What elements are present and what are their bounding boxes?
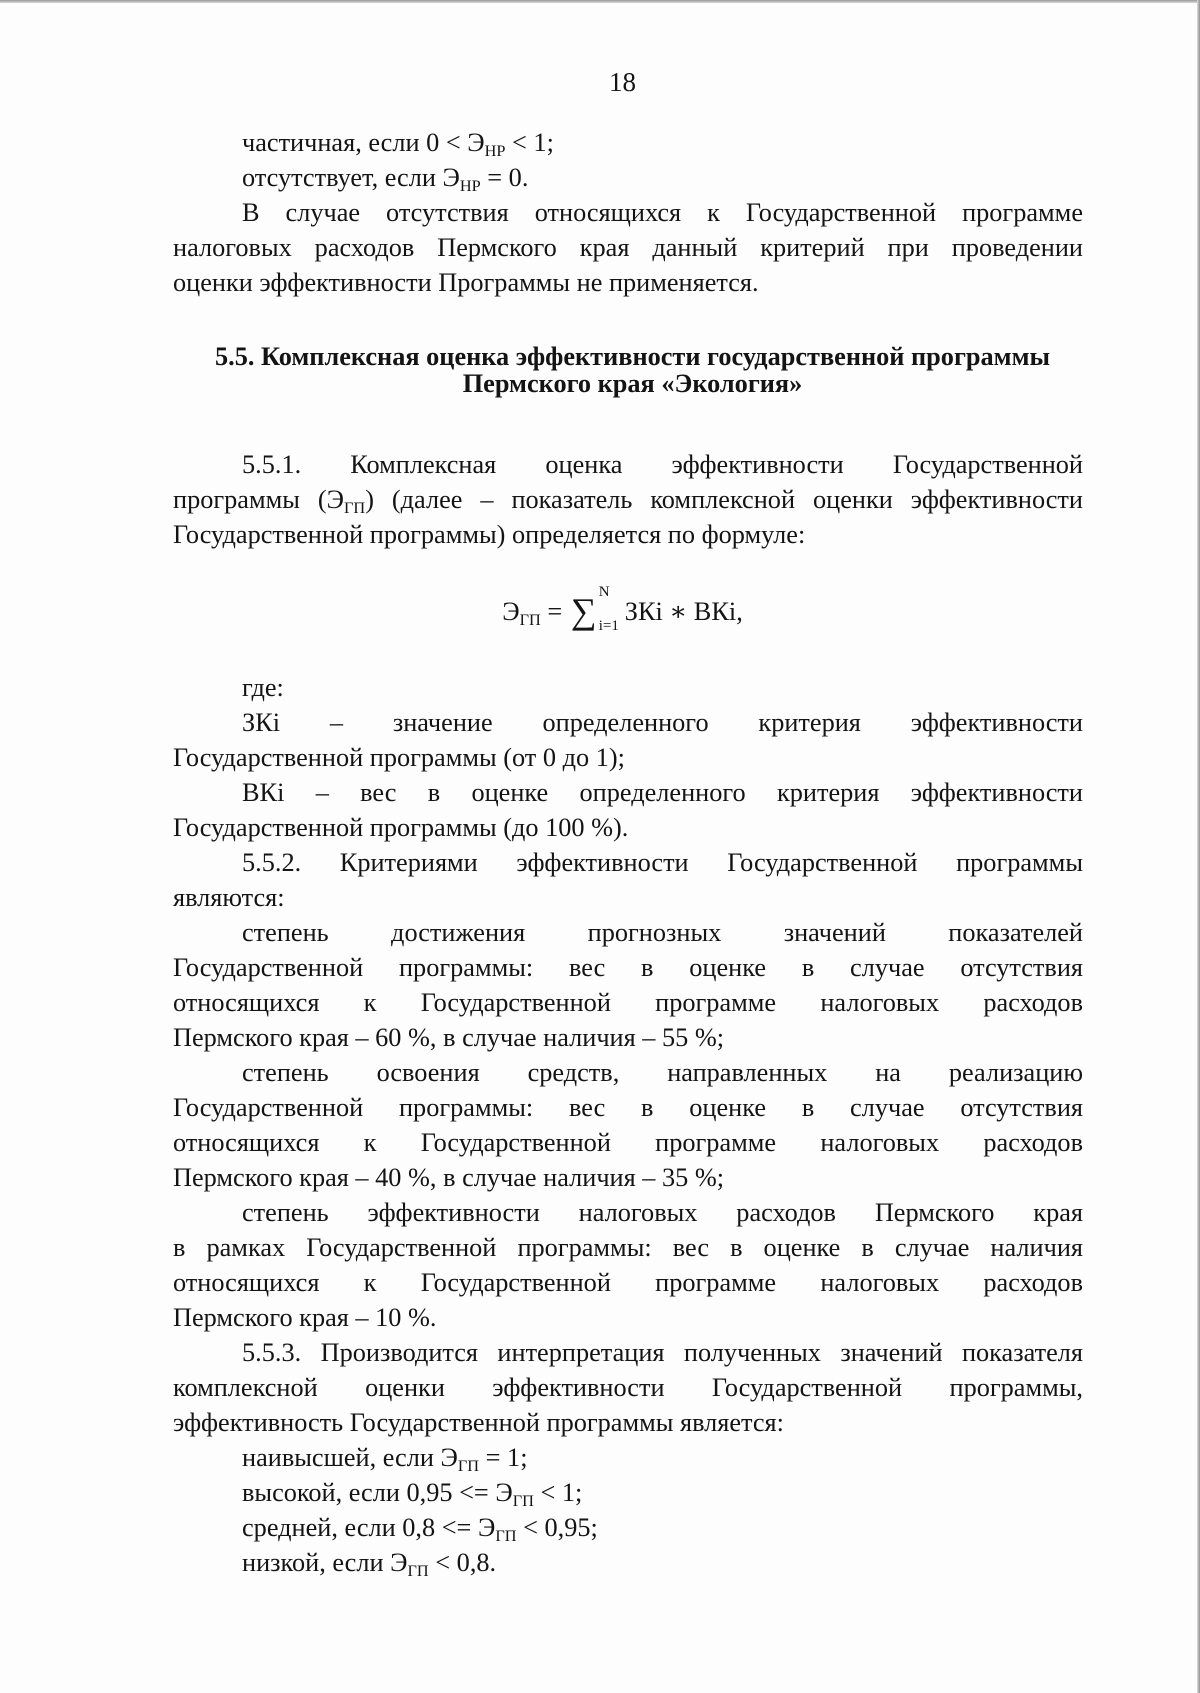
- paragraph-line: где:: [242, 673, 284, 702]
- paragraph-line: относящихся к Государственной программе налоговых расходов: [173, 1128, 1083, 1157]
- paragraph-line: Государственной программы: вес в оценке в случае отсутствия: [173, 953, 1083, 982]
- paragraph-line: Государственной программы: вес в оценке в случае отсутствия: [173, 1093, 1083, 1122]
- paragraph-line: 5.5.3. Производится интерпретация полученных значений показателя: [242, 1338, 1083, 1367]
- summation-upper-limit: N: [598, 584, 610, 600]
- list-item: наивысшей, если $Э_{ГП} = 1$;: [242, 1443, 528, 1475]
- paragraph-line: Государственной программы) определяется по формуле:: [173, 520, 806, 549]
- paragraph-line: ЗКi – значение определенного критерия эффективности: [242, 708, 1083, 737]
- paragraph-line: являются:: [173, 883, 285, 912]
- efficiency-formula: $Э_{ГП}$ = ∑ N i=1 ЗКi ∗ ВКi,: [0, 587, 1200, 637]
- section-heading-line-1: 5.5. Комплексная оценка эффективности государственной программы: [214, 342, 1051, 371]
- paragraph-line: степень достижения прогнозных значений показателей: [242, 918, 1083, 947]
- paragraph-line: программы $(Э_{ГП})$ (далее – показатель комплексной оценки эффективности: [173, 485, 1083, 517]
- paragraph-line: Государственной программы (от 0 до 1);: [173, 743, 625, 772]
- definition-block: [173, 447, 1083, 552]
- paragraph-line: Пермского края – 10 %.: [173, 1303, 437, 1332]
- formula-rhs: ЗКi ∗ ВКi,: [624, 597, 743, 626]
- list-item: низкой, если $Э_{ГП} < 0,8$.: [242, 1548, 497, 1580]
- paragraph-line: относящихся к Государственной программе налоговых расходов: [173, 988, 1083, 1017]
- scan-top-edge: [0, 0, 1200, 3]
- paragraph-line: Пермского края – 60 %, в случае наличия – 55 %;: [173, 1023, 725, 1052]
- paragraph-line: В случае отсутствия относящихся к Государственной программе: [242, 198, 1083, 227]
- paragraph-line: 5.5.2. Критериями эффективности Государственной программы: [242, 848, 1083, 877]
- page-number: 18: [609, 67, 636, 97]
- criteria-block: [173, 670, 1083, 1580]
- paragraph-line: оценки эффективности Программы не применяется.: [173, 268, 759, 297]
- paragraph-line: относящихся к Государственной программе налоговых расходов: [173, 1268, 1083, 1297]
- summation-sign: ∑ N i=1: [569, 587, 599, 637]
- paragraph-line: в рамках Государственной программы: вес в оценке в случае наличия: [173, 1233, 1083, 1262]
- paragraph-line: степень эффективности налоговых расходов Пермского края: [242, 1198, 1083, 1227]
- paragraph-line: Пермского края – 40 %, в случае наличия – 35 %;: [173, 1163, 725, 1192]
- paragraph-line: степень освоения средств, направленных на реализацию: [242, 1058, 1083, 1087]
- paragraph-line: Государственной программы (до 100 %).: [173, 813, 629, 842]
- paragraph-line: ВКi – вес в оценке определенного критерия эффективности: [242, 778, 1083, 807]
- section-heading: [160, 343, 1105, 397]
- absent-condition: отсутствует, если $Э_{НР} = 0$.: [242, 163, 529, 195]
- intro-block: [173, 125, 1083, 300]
- list-item: высокой, если $0,95 <= Э_{ГП} < 1$;: [242, 1478, 583, 1510]
- paragraph-line: комплексной оценки эффективности Государственной программы,: [173, 1373, 1083, 1402]
- paragraph-line: 5.5.1. Комплексная оценка эффективности Государственной: [242, 450, 1083, 479]
- partial-condition: частичная, если $0 < Э_{НР} < 1$;: [242, 128, 554, 160]
- summation-lower-limit: i=1: [598, 618, 619, 634]
- list-item: средней, если $0,8 <= Э_{ГП} < 0,95$;: [242, 1513, 598, 1545]
- section-heading-line-2: Пермского края «Экология»: [462, 369, 803, 398]
- paragraph-line: налоговых расходов Пермского края данный критерий при проведении: [173, 233, 1083, 262]
- paragraph-line: эффективность Государственной программы является:: [173, 1408, 784, 1437]
